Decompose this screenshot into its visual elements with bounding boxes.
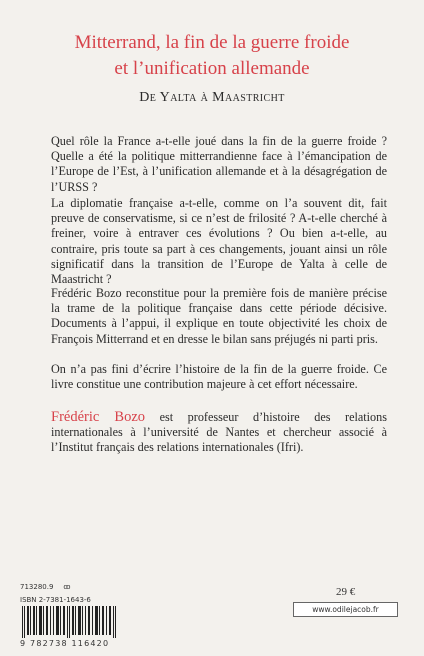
- author-bio: [51, 410, 387, 456]
- publisher-url: www.odilejacob.fr: [293, 602, 398, 617]
- isbn-number: ISBN 2-7381-1643-6: [20, 596, 91, 604]
- book-title-line-1: Mitterrand, la fin de la guerre froide: [74, 32, 350, 53]
- blurb-paragraph-4: On n’a pas fini d’écrire l’histoire de la fin de la guerre froide. Ce livre constitue une contribution majeure à cet effort nécessaire.: [51, 362, 387, 392]
- barcode-digits: 9 782738 116420: [20, 639, 110, 648]
- author-bio-text: est professeur d’histoire des relations internationales à l’université de Nantes et chercheur associé à l’Institut français des relations internationales (Ifri).: [51, 410, 387, 455]
- barcode-icon: [20, 606, 120, 638]
- product-code: 713280.9: [20, 583, 54, 591]
- barcode-block: [20, 583, 160, 648]
- publisher-logo-icon: ꝏ: [63, 583, 71, 591]
- price-label: 29 €: [336, 586, 356, 598]
- blurb-paragraph-3: Frédéric Bozo reconstitue pour la première fois de manière précise la trame de la politique française dans cette période décisive. Documents à l’appui, il explique en toute objectivité les choix de François Mitterrand et en dresse le bilan sans préjugés ni parti pris.: [51, 286, 387, 346]
- book-title-line-2: et l’unification allemande: [114, 58, 310, 79]
- blurb-paragraph-2: La diplomatie française a-t-elle, comme on l’a souvent dit, fait preuve de conservatisme, si ce n’est de frilosité ? A-t-elle cherché à freiner, voire à entraver ces évolutions ? Ou bien a-t-elle, au contraire, pris toute sa part à ces changements, jouant ainsi un rôle significatif dans la transition de l’Europe de Yalta à celle de Maastricht ?: [51, 196, 387, 287]
- product-code-row: [20, 583, 160, 591]
- book-subtitle: De Yalta à Maastricht: [139, 90, 285, 105]
- author-name: Frédéric Bozo: [51, 409, 146, 425]
- blurb-paragraph-1: Quel rôle la France a-t-elle joué dans la fin de la guerre froide ? Quelle a été la politique mitterrandienne face à l’émancipation de l’Europe de l’Est, à l’unification allemande et à la désagrégation de l’URSS ?: [51, 134, 387, 194]
- book-title: [20, 30, 404, 82]
